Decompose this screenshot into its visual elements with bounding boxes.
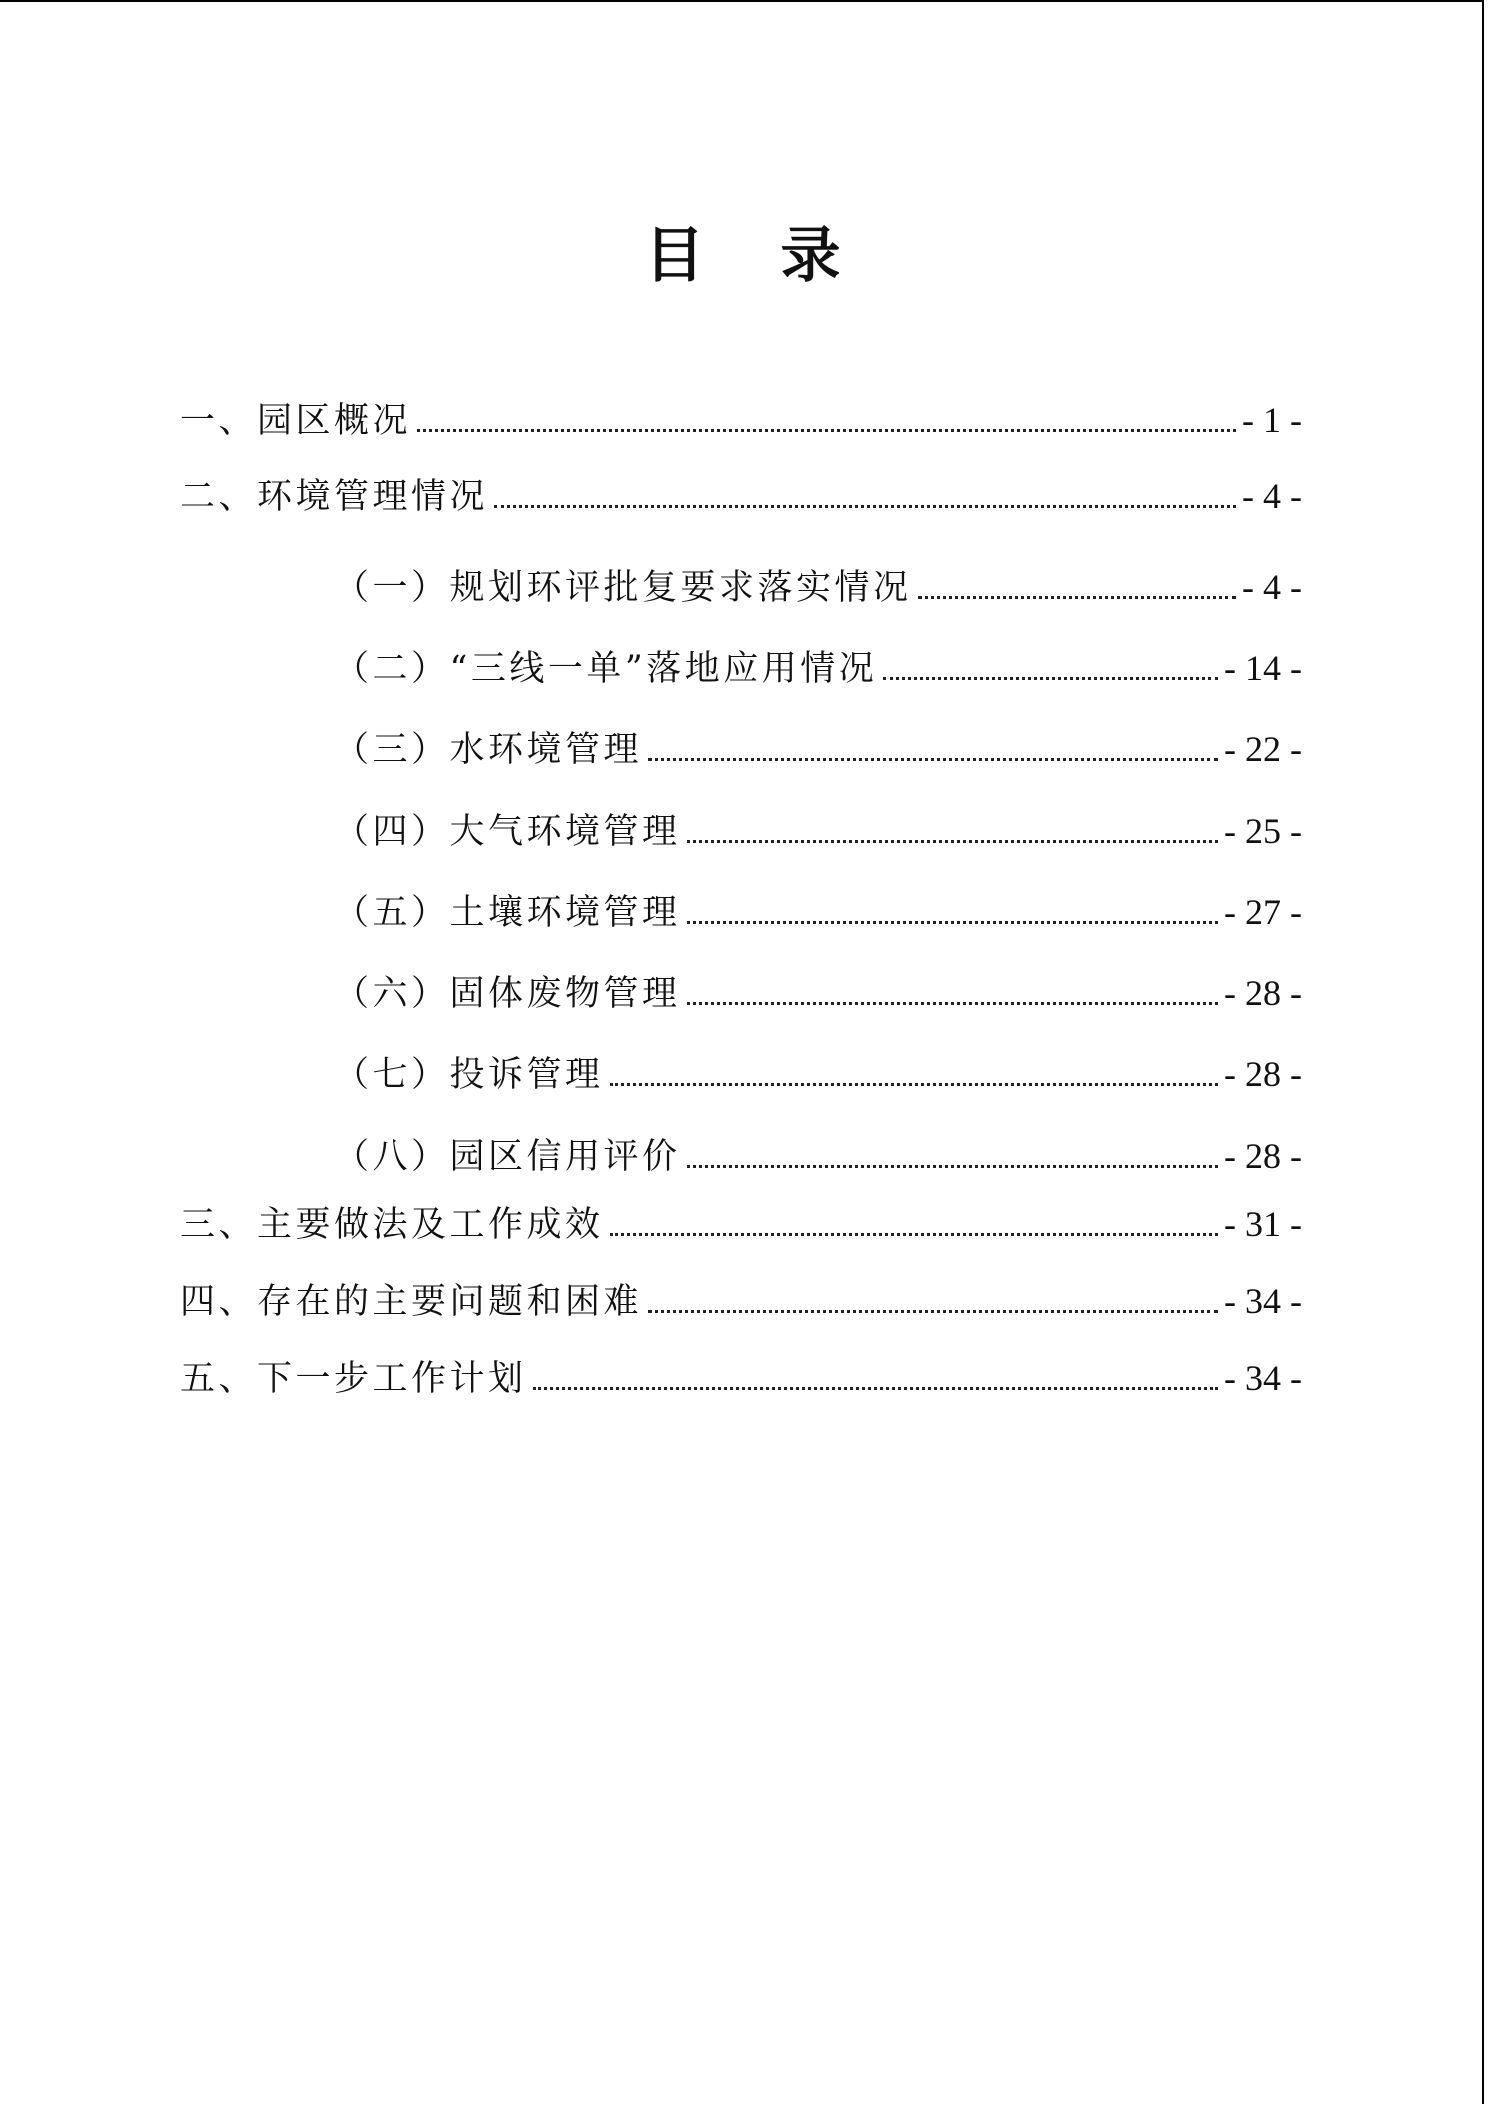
toc-entry-label: （八）园区信用评价 (334, 1137, 681, 1177)
toc-page-number: - 28 - (1224, 1054, 1302, 1094)
toc-page-number: - 34 - (1224, 1281, 1302, 1321)
toc-subentry[interactable] (334, 644, 1302, 693)
toc-page-number: - 1 - (1242, 400, 1302, 440)
toc-page-number: - 34 - (1224, 1358, 1302, 1398)
toc-entry[interactable] (180, 1200, 1302, 1249)
toc-subentry[interactable] (334, 1050, 1302, 1099)
toc-entry-label: 二、环境管理情况 (180, 477, 489, 517)
toc-entry-label: （四）大气环境管理 (334, 812, 681, 852)
toc-page-number: - 14 - (1224, 648, 1302, 688)
toc-dot-leader (610, 1083, 1219, 1086)
toc-page-number: - 4 - (1242, 567, 1302, 607)
toc-subentry[interactable] (334, 807, 1302, 856)
toc-dot-leader (494, 505, 1236, 508)
toc-title (0, 216, 1488, 296)
toc-subentry[interactable] (334, 969, 1302, 1018)
toc-entry-label: （七）投诉管理 (334, 1055, 604, 1095)
toc-subentry[interactable] (334, 1132, 1302, 1181)
toc-page-number: - 22 - (1224, 729, 1302, 769)
toc-dot-leader (648, 1310, 1218, 1313)
toc-page-number: - 28 - (1224, 1136, 1302, 1176)
toc-dot-leader (533, 1387, 1219, 1390)
toc-dot-leader (687, 1002, 1219, 1005)
toc-entry-label: （五）土壤环境管理 (334, 893, 681, 933)
toc-entry[interactable] (180, 472, 1302, 521)
toc-page-number: - 4 - (1242, 476, 1302, 516)
toc-entry[interactable] (180, 1354, 1302, 1403)
toc-entry-label: 五、下一步工作计划 (180, 1359, 527, 1399)
toc-dot-leader (648, 758, 1218, 761)
toc-subentry[interactable] (334, 725, 1302, 774)
toc-page-number: - 28 - (1224, 973, 1302, 1013)
toc-title-char-1: 目 (644, 221, 708, 291)
toc-entry-label: 一、园区概况 (180, 401, 412, 441)
toc-page-number: - 27 - (1224, 892, 1302, 932)
toc-subentry[interactable] (334, 888, 1302, 937)
toc-entry-label: （六）固体废物管理 (334, 974, 681, 1014)
toc-page-number: - 25 - (1224, 811, 1302, 851)
toc-entry[interactable] (180, 396, 1302, 445)
toc-dot-leader (687, 1165, 1219, 1168)
toc-subentry[interactable] (334, 563, 1302, 612)
toc-dot-leader (417, 429, 1236, 432)
toc-entry-label: 三、主要做法及工作成效 (180, 1205, 604, 1245)
toc-entry[interactable] (180, 1277, 1302, 1326)
toc-entry-label: （三）水环境管理 (334, 730, 643, 770)
toc-dot-leader (687, 921, 1219, 924)
toc-dot-leader (918, 596, 1237, 599)
toc-entry-label: （一）规划环评批复要求落实情况 (334, 568, 912, 608)
toc-entry-label: （二）“三线一单”落地应用情况 (334, 649, 878, 689)
toc-dot-leader (883, 677, 1218, 680)
toc-page-number: - 31 - (1224, 1204, 1302, 1244)
toc-dot-leader (610, 1233, 1219, 1236)
toc-entry-label: 四、存在的主要问题和困难 (180, 1282, 643, 1322)
toc-title-char-2: 录 (780, 221, 844, 291)
toc-dot-leader (687, 840, 1219, 843)
